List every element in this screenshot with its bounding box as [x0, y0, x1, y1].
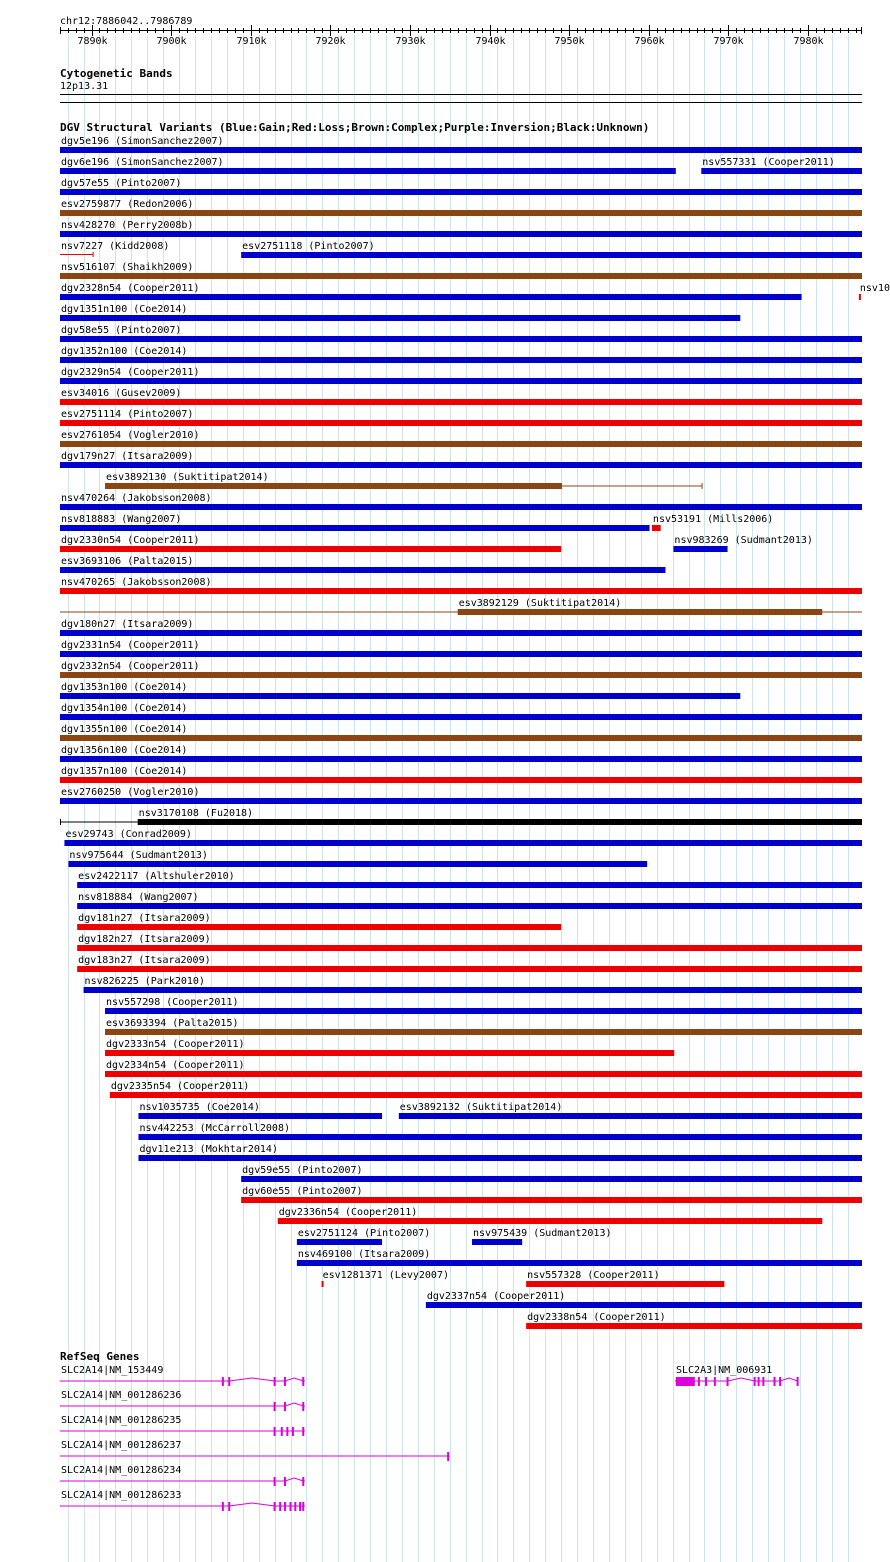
- dgv-variant-label: nsv470265 (Jakobsson2008): [61, 577, 212, 588]
- refseq-exon: [302, 1402, 304, 1411]
- dgv-variant-bar[interactable]: [60, 567, 665, 573]
- refseq-exon: [678, 1377, 680, 1386]
- refseq-gene-label: SLC2A14|NM_001286235: [61, 1415, 182, 1426]
- dgv-variant-label: esv3892132 (Suktitipat2014): [399, 1102, 563, 1113]
- dgv-variant[interactable]: [60, 661, 862, 678]
- dgv-variant-bar[interactable]: [60, 189, 862, 195]
- dgv-variant-bar[interactable]: [60, 420, 862, 426]
- dgv-variant[interactable]: [84, 976, 862, 993]
- dgv-track-title: DGV Structural Variants (Blue:Gain;Red:Loss;Brown:Complex;Purple:Inversion;Black:Unknown): [60, 121, 650, 134]
- dgv-variant-bar[interactable]: [77, 903, 862, 909]
- dgv-variant[interactable]: [77, 913, 561, 930]
- ruler-tick-label: 7930k: [395, 36, 426, 47]
- refseq-exon: [228, 1377, 230, 1386]
- dgv-variant-bar[interactable]: [138, 1155, 862, 1161]
- refseq-gene-label: SLC2A14|NM_001286237: [61, 1440, 182, 1451]
- ruler-tick-label: 7960k: [634, 36, 665, 47]
- dgv-variant[interactable]: [60, 367, 862, 384]
- dgv-variant-label: nsv516107 (Shaikh2009): [61, 262, 194, 273]
- refseq-exon: [274, 1477, 276, 1486]
- dgv-variant-label: dgv1351n100 (Coe2014): [61, 304, 188, 315]
- refseq-exon: [727, 1377, 729, 1386]
- dgv-variant-label: nsv442253 (McCarroll2008): [139, 1123, 290, 1134]
- dgv-variant-bar[interactable]: [60, 714, 862, 720]
- dgv-variant[interactable]: [105, 1039, 674, 1056]
- dgv-variant[interactable]: [60, 535, 561, 552]
- dgv-variant[interactable]: [60, 241, 169, 257]
- dgv-variant-bar[interactable]: [60, 210, 862, 216]
- dgv-variant[interactable]: [77, 892, 862, 909]
- dgv-variant-label: dgv2331n54 (Cooper2011): [61, 640, 200, 651]
- ruler-tick-label: 7900k: [156, 36, 187, 47]
- dgv-variant[interactable]: [60, 556, 665, 573]
- dgv-variant-bar[interactable]: [105, 1029, 862, 1035]
- dgv-variant-label: dgv2333n54 (Cooper2011): [106, 1039, 245, 1050]
- dgv-variant-bar[interactable]: [859, 294, 861, 300]
- refseq-gene-label: SLC2A14|NM_153449: [61, 1365, 164, 1376]
- refseq-gene[interactable]: [60, 1390, 305, 1411]
- dgv-variant-label: nsv470264 (Jakobsson2008): [61, 493, 212, 504]
- dgv-variant-label: dgv2337n54 (Cooper2011): [426, 1291, 566, 1302]
- dgv-variant[interactable]: [60, 640, 862, 657]
- refseq-exon: [754, 1377, 756, 1386]
- dgv-variant-bar[interactable]: [60, 294, 802, 300]
- dgv-variant-label: dgv2334n54 (Cooper2011): [106, 1060, 245, 1071]
- dgv-variant-bar[interactable]: [458, 609, 823, 615]
- dgv-variant-bar[interactable]: [60, 630, 862, 636]
- dgv-variant-bar[interactable]: [60, 357, 862, 363]
- refseq-exon: [290, 1502, 292, 1511]
- dgv-variant-bar[interactable]: [426, 1302, 862, 1308]
- dgv-variant-label: esv3693394 (Palta2015): [106, 1018, 239, 1029]
- dgv-variant[interactable]: [472, 1228, 611, 1245]
- dgv-variant[interactable]: [105, 997, 862, 1014]
- dgv-variant[interactable]: [60, 745, 862, 762]
- refseq-gene-label: SLC2A14|NM_001286234: [61, 1465, 182, 1476]
- dgv-variant[interactable]: [64, 829, 862, 846]
- ruler-tick-label: 7970k: [713, 36, 744, 47]
- refseq-intron-line: [60, 1478, 305, 1481]
- ruler-tick-label: 7940k: [475, 36, 506, 47]
- refseq-gene[interactable]: [60, 1465, 305, 1486]
- dgv-variant-label: nsv818884 (Wang2007): [78, 892, 199, 903]
- dgv-variant-bar[interactable]: [241, 252, 862, 258]
- refseq-exon: [714, 1377, 716, 1386]
- dgv-variant[interactable]: [138, 1144, 862, 1161]
- dgv-variant-bar[interactable]: [105, 1071, 862, 1077]
- dgv-variant[interactable]: [859, 283, 890, 300]
- dgv-variant-label: dgv1353n100 (Coe2014): [61, 682, 188, 693]
- dgv-variant[interactable]: [60, 577, 862, 594]
- dgv-variant-label: dgv181n27 (Itsara2009): [78, 913, 211, 924]
- dgv-variant-label: dgv2332n54 (Cooper2011): [61, 661, 200, 672]
- dgv-variant-label: nsv818883 (Wang2007): [61, 514, 182, 525]
- dgv-variant-bar[interactable]: [60, 588, 862, 594]
- ruler-tick-label: 7890k: [77, 36, 108, 47]
- refseq-exon: [284, 1477, 286, 1486]
- dgv-variant-label: nsv469100 (Itsara2009): [297, 1249, 431, 1260]
- dgv-variant-label: dgv2336n54 (Cooper2011): [278, 1207, 418, 1218]
- dgv-variant[interactable]: [60, 220, 862, 237]
- dgv-variant-bar[interactable]: [60, 798, 862, 804]
- dgv-variant-bar[interactable]: [472, 1239, 522, 1245]
- refseq-gene[interactable]: [60, 1365, 305, 1386]
- dgv-variant-bar[interactable]: [60, 693, 740, 699]
- dgv-variant-label: esv3892129 (Suktitipat2014): [458, 598, 622, 609]
- dgv-variant-bar[interactable]: [526, 1323, 862, 1329]
- dgv-variant-bar[interactable]: [241, 1197, 862, 1203]
- dgv-variant-bar[interactable]: [60, 672, 862, 678]
- dgv-variant-label: dgv2338n54 (Cooper2011): [527, 1312, 666, 1323]
- dgv-variant-label: nsv3170108 (Fu2018): [138, 808, 254, 819]
- dgv-variant[interactable]: [60, 178, 862, 195]
- refseq-track-title: RefSeq Genes: [60, 1350, 140, 1363]
- dgv-variant[interactable]: [105, 472, 702, 489]
- refseq-exon: [292, 1427, 294, 1436]
- refseq-exon: [284, 1377, 286, 1386]
- dgv-variant[interactable]: [526, 1312, 862, 1329]
- refseq-exon: [294, 1502, 296, 1511]
- dgv-variant-bar[interactable]: [110, 1092, 862, 1098]
- refseq-intron-line: [60, 1403, 305, 1406]
- dgv-variant[interactable]: [60, 388, 862, 405]
- dgv-variant-bar[interactable]: [322, 1281, 324, 1287]
- dgv-variant-label: dgv58e55 (Pinto2007): [61, 325, 182, 336]
- refseq-exon: [228, 1502, 230, 1511]
- dgv-variant-bar[interactable]: [138, 1113, 382, 1119]
- dgv-variant-bar[interactable]: [60, 504, 862, 510]
- dgv-variant[interactable]: [652, 514, 773, 531]
- dgv-variant-label: dgv2329n54 (Cooper2011): [61, 367, 200, 378]
- dgv-variant-label: esv2760250 (Vogler2010): [61, 787, 200, 798]
- dgv-variant[interactable]: [278, 1207, 823, 1224]
- dgv-variant-bar[interactable]: [526, 1281, 724, 1287]
- dgv-variant-bar[interactable]: [652, 525, 661, 531]
- dgv-variant-bar[interactable]: [77, 966, 862, 972]
- dgv-variant[interactable]: [60, 451, 862, 468]
- dgv-variant-bar[interactable]: [60, 777, 862, 783]
- dgv-variant[interactable]: [60, 682, 740, 699]
- dgv-variant-label: nsv53191 (Mills2006): [652, 514, 774, 525]
- dgv-variant-label: esv2751114 (Pinto2007): [61, 409, 194, 420]
- dgv-variant-label: dgv2335n54 (Cooper2011): [110, 1081, 250, 1092]
- refseq-exon: [774, 1377, 776, 1386]
- dgv-variants-track: [60, 136, 890, 1329]
- refseq-exon: [681, 1377, 683, 1386]
- refseq-genes-track: [60, 1365, 799, 1511]
- dgv-variant[interactable]: [60, 703, 862, 720]
- dgv-variant[interactable]: [60, 157, 676, 174]
- refseq-exon: [302, 1502, 304, 1511]
- refseq-exon: [447, 1452, 449, 1461]
- refseq-exon: [685, 1377, 687, 1386]
- dgv-variant-label: nsv557328 (Cooper2011): [527, 1270, 660, 1281]
- dgv-variant-bar[interactable]: [77, 924, 561, 930]
- refseq-gene-label: SLC2A14|NM_001286236: [61, 1390, 182, 1401]
- dgv-variant-bar[interactable]: [60, 315, 740, 321]
- dgv-variant[interactable]: [60, 325, 862, 342]
- dgv-variant-label: dgv1357n100 (Coe2014): [61, 766, 188, 777]
- dgv-variant-bar[interactable]: [60, 441, 862, 447]
- refseq-intron-line: [60, 1378, 305, 1381]
- dgv-variant[interactable]: [68, 850, 647, 867]
- ruler-tick-label: 7950k: [554, 36, 585, 47]
- dgv-variant[interactable]: [426, 1291, 862, 1308]
- refseq-exon: [222, 1377, 224, 1386]
- dgv-variant[interactable]: [60, 262, 862, 279]
- refseq-exon: [705, 1377, 707, 1386]
- dgv-variant[interactable]: [105, 1018, 862, 1035]
- dgv-variant-bar[interactable]: [105, 1008, 862, 1014]
- dgv-variant-label: esv2759877 (Redon2006): [61, 199, 194, 210]
- dgv-variant[interactable]: [60, 493, 862, 510]
- dgv-variant[interactable]: [60, 430, 862, 447]
- dgv-variant-bar[interactable]: [77, 882, 862, 888]
- refseq-exon: [779, 1377, 781, 1386]
- dgv-variant-label: nsv428270 (Perry2008b): [61, 220, 194, 231]
- dgv-variant[interactable]: [399, 1102, 862, 1119]
- dgv-variant-bar[interactable]: [60, 399, 862, 405]
- dgv-variant-label: esv34016 (Gusev2009): [61, 388, 182, 399]
- refseq-exon: [698, 1377, 700, 1386]
- dgv-variant[interactable]: [60, 619, 862, 636]
- dgv-variant-label: dgv180n27 (Itsara2009): [61, 619, 194, 630]
- dgv-variant-bar[interactable]: [60, 378, 862, 384]
- dgv-variant-bar[interactable]: [241, 1176, 862, 1182]
- refseq-exon: [302, 1477, 304, 1486]
- dgv-variant[interactable]: [60, 787, 862, 804]
- dgv-variant-bar[interactable]: [138, 1134, 862, 1140]
- refseq-exon: [274, 1502, 276, 1511]
- dgv-variant[interactable]: [138, 1102, 382, 1119]
- dgv-variant[interactable]: [526, 1270, 724, 1287]
- dgv-variant[interactable]: [673, 535, 812, 552]
- dgv-variant-bar[interactable]: [297, 1260, 862, 1266]
- dgv-variant-label: nsv1035735 (Coe2014): [139, 1102, 260, 1113]
- dgv-variant[interactable]: [322, 1270, 449, 1287]
- dgv-variant-bar[interactable]: [60, 231, 862, 237]
- dgv-variant[interactable]: [60, 409, 862, 426]
- dgv-variant[interactable]: [77, 871, 862, 888]
- dgv-variant-bar[interactable]: [138, 819, 862, 825]
- dgv-variant-label: dgv6e196 (SimonSanchez2007): [61, 157, 224, 168]
- dgv-variant[interactable]: [297, 1228, 430, 1245]
- dgv-variant-label: esv2422117 (Altshuler2010): [78, 871, 235, 882]
- dgv-variant[interactable]: [60, 199, 862, 216]
- dgv-variant-label: dgv179n27 (Itsara2009): [61, 451, 194, 462]
- cytoband-label: 12p13.31: [60, 81, 109, 92]
- refseq-gene[interactable]: [60, 1415, 305, 1436]
- dgv-variant-bar[interactable]: [68, 861, 647, 867]
- dgv-variant-label: dgv1355n100 (Coe2014): [61, 724, 188, 735]
- refseq-exon: [302, 1427, 304, 1436]
- refseq-exon: [762, 1377, 764, 1386]
- refseq-exon: [279, 1502, 281, 1511]
- refseq-exon: [797, 1377, 799, 1386]
- dgv-variant-label: esv3892130 (Suktitipat2014): [106, 472, 269, 483]
- dgv-variant-label: nsv7227 (Kidd2008): [61, 241, 170, 252]
- dgv-variant[interactable]: [110, 1081, 862, 1098]
- dgv-variant-label: esv1281371 (Levy2007): [322, 1270, 450, 1281]
- dgv-variant-label: dgv57e55 (Pinto2007): [61, 178, 182, 189]
- dgv-variant-bar[interactable]: [105, 1050, 674, 1056]
- dgv-variant-bar[interactable]: [60, 336, 862, 342]
- refseq-exon: [758, 1377, 760, 1386]
- dgv-variant-label: dgv5e196 (SimonSanchez2007): [61, 136, 224, 147]
- refseq-exon: [284, 1502, 286, 1511]
- refseq-exon: [299, 1502, 301, 1511]
- refseq-exon: [274, 1427, 276, 1436]
- dgv-variant-label: nsv975439 (Sudmant2013): [473, 1228, 612, 1239]
- dgv-variant-bar[interactable]: [60, 273, 862, 279]
- dgv-variant-bar[interactable]: [60, 147, 862, 153]
- dgv-variant-bar[interactable]: [77, 945, 862, 951]
- refseq-exon: [286, 1427, 288, 1436]
- dgv-variant-label: dgv182n27 (Itsara2009): [78, 934, 211, 945]
- dgv-variant-label: dgv59e55 (Pinto2007): [242, 1165, 363, 1176]
- refseq-exon: [274, 1377, 276, 1386]
- refseq-gene-label: SLC2A14|NM_001286233: [61, 1490, 182, 1501]
- dgv-variant-bar[interactable]: [60, 546, 561, 552]
- dgv-variant[interactable]: [60, 283, 802, 300]
- dgv-variant-label: nsv975644 (Sudmant2013): [69, 850, 208, 861]
- dgv-variant-bar[interactable]: [60, 462, 862, 468]
- dgv-variant-bar[interactable]: [297, 1239, 382, 1245]
- dgv-variant-bar[interactable]: [673, 546, 727, 552]
- dgv-variant-bar[interactable]: [60, 651, 862, 657]
- dgv-variant-label: nsv826225 (Park2010): [84, 976, 205, 987]
- dgv-variant-label: dgv60e55 (Pinto2007): [242, 1186, 363, 1197]
- refseq-exon: [302, 1377, 304, 1386]
- dgv-variant-bar[interactable]: [84, 987, 862, 993]
- dgv-variant-label: dgv2328n54 (Cooper2011): [61, 283, 200, 294]
- refseq-exon: [274, 1402, 276, 1411]
- dgv-variant-label: nsv557298 (Cooper2011): [106, 997, 239, 1008]
- dgv-variant[interactable]: [60, 346, 862, 363]
- region-label: chr12:7886042..7986789: [60, 16, 193, 27]
- dgv-variant-label: nsv983269 (Sudmant2013): [674, 535, 813, 546]
- dgv-variant-label: dgv2330n54 (Cooper2011): [61, 535, 200, 546]
- dgv-variant-bar[interactable]: [60, 168, 676, 174]
- dgv-variant-bar[interactable]: [278, 1218, 823, 1224]
- dgv-variant-label: esv2751118 (Pinto2007): [242, 241, 375, 252]
- dgv-variant-bar[interactable]: [60, 735, 862, 741]
- dgv-variant-label: esv29743 (Conrad2009): [65, 829, 192, 840]
- dgv-variant-label: esv3693106 (Palta2015): [61, 556, 194, 567]
- refseq-exon: [222, 1502, 224, 1511]
- dgv-variant-label: dgv11e213 (Mokhtar2014): [139, 1144, 278, 1155]
- coordinate-ruler[interactable]: [60, 25, 862, 47]
- dgv-variant[interactable]: [60, 808, 862, 825]
- dgv-variant-bar[interactable]: [60, 525, 650, 531]
- ruler-tick-label: 7920k: [315, 36, 346, 47]
- dgv-variant[interactable]: [138, 1123, 862, 1140]
- ruler-tick-label: 7910k: [236, 36, 267, 47]
- dgv-variant-label: esv2751124 (Pinto2007): [297, 1228, 431, 1239]
- refseq-gene[interactable]: [60, 1440, 450, 1461]
- dgv-variant-label: dgv183n27 (Itsara2009): [78, 955, 211, 966]
- refseq-exon: [281, 1427, 283, 1436]
- dgv-variant[interactable]: [60, 724, 862, 741]
- dgv-variant-bar[interactable]: [399, 1113, 862, 1119]
- dgv-variant[interactable]: [701, 157, 862, 174]
- dgv-variant-label: dgv1352n100 (Coe2014): [61, 346, 188, 357]
- dgv-variant[interactable]: [60, 766, 862, 783]
- refseq-intron-line: [60, 1503, 305, 1506]
- dgv-variant[interactable]: [60, 304, 740, 321]
- dgv-variant-bar[interactable]: [105, 483, 562, 489]
- dgv-variant-label: esv2761054 (Vogler2010): [61, 430, 200, 441]
- refseq-gene[interactable]: [60, 1490, 305, 1511]
- dgv-variant[interactable]: [297, 1249, 862, 1266]
- dgv-variant-bar[interactable]: [701, 168, 862, 174]
- refseq-exon: [284, 1402, 286, 1411]
- dgv-variant-label: dgv1356n100 (Coe2014): [61, 745, 188, 756]
- dgv-variant-bar[interactable]: [60, 756, 862, 762]
- dgv-variant[interactable]: [105, 1060, 862, 1077]
- dgv-variant-bar[interactable]: [64, 840, 862, 846]
- dgv-variant[interactable]: [77, 934, 862, 951]
- dgv-variant-label: nsv557331 (Cooper2011): [702, 157, 835, 168]
- dgv-variant[interactable]: [77, 955, 862, 972]
- dgv-variant[interactable]: [60, 136, 862, 153]
- dgv-variant-label: nsv10: [859, 283, 890, 294]
- refseq-gene-label: SLC2A3|NM_006931: [676, 1365, 773, 1376]
- cytoband-track-title: Cytogenetic Bands: [60, 67, 173, 80]
- dgv-variant[interactable]: [60, 598, 862, 615]
- dgv-variant-label: dgv1354n100 (Coe2014): [61, 703, 188, 714]
- ruler-tick-label: 7980k: [793, 36, 824, 47]
